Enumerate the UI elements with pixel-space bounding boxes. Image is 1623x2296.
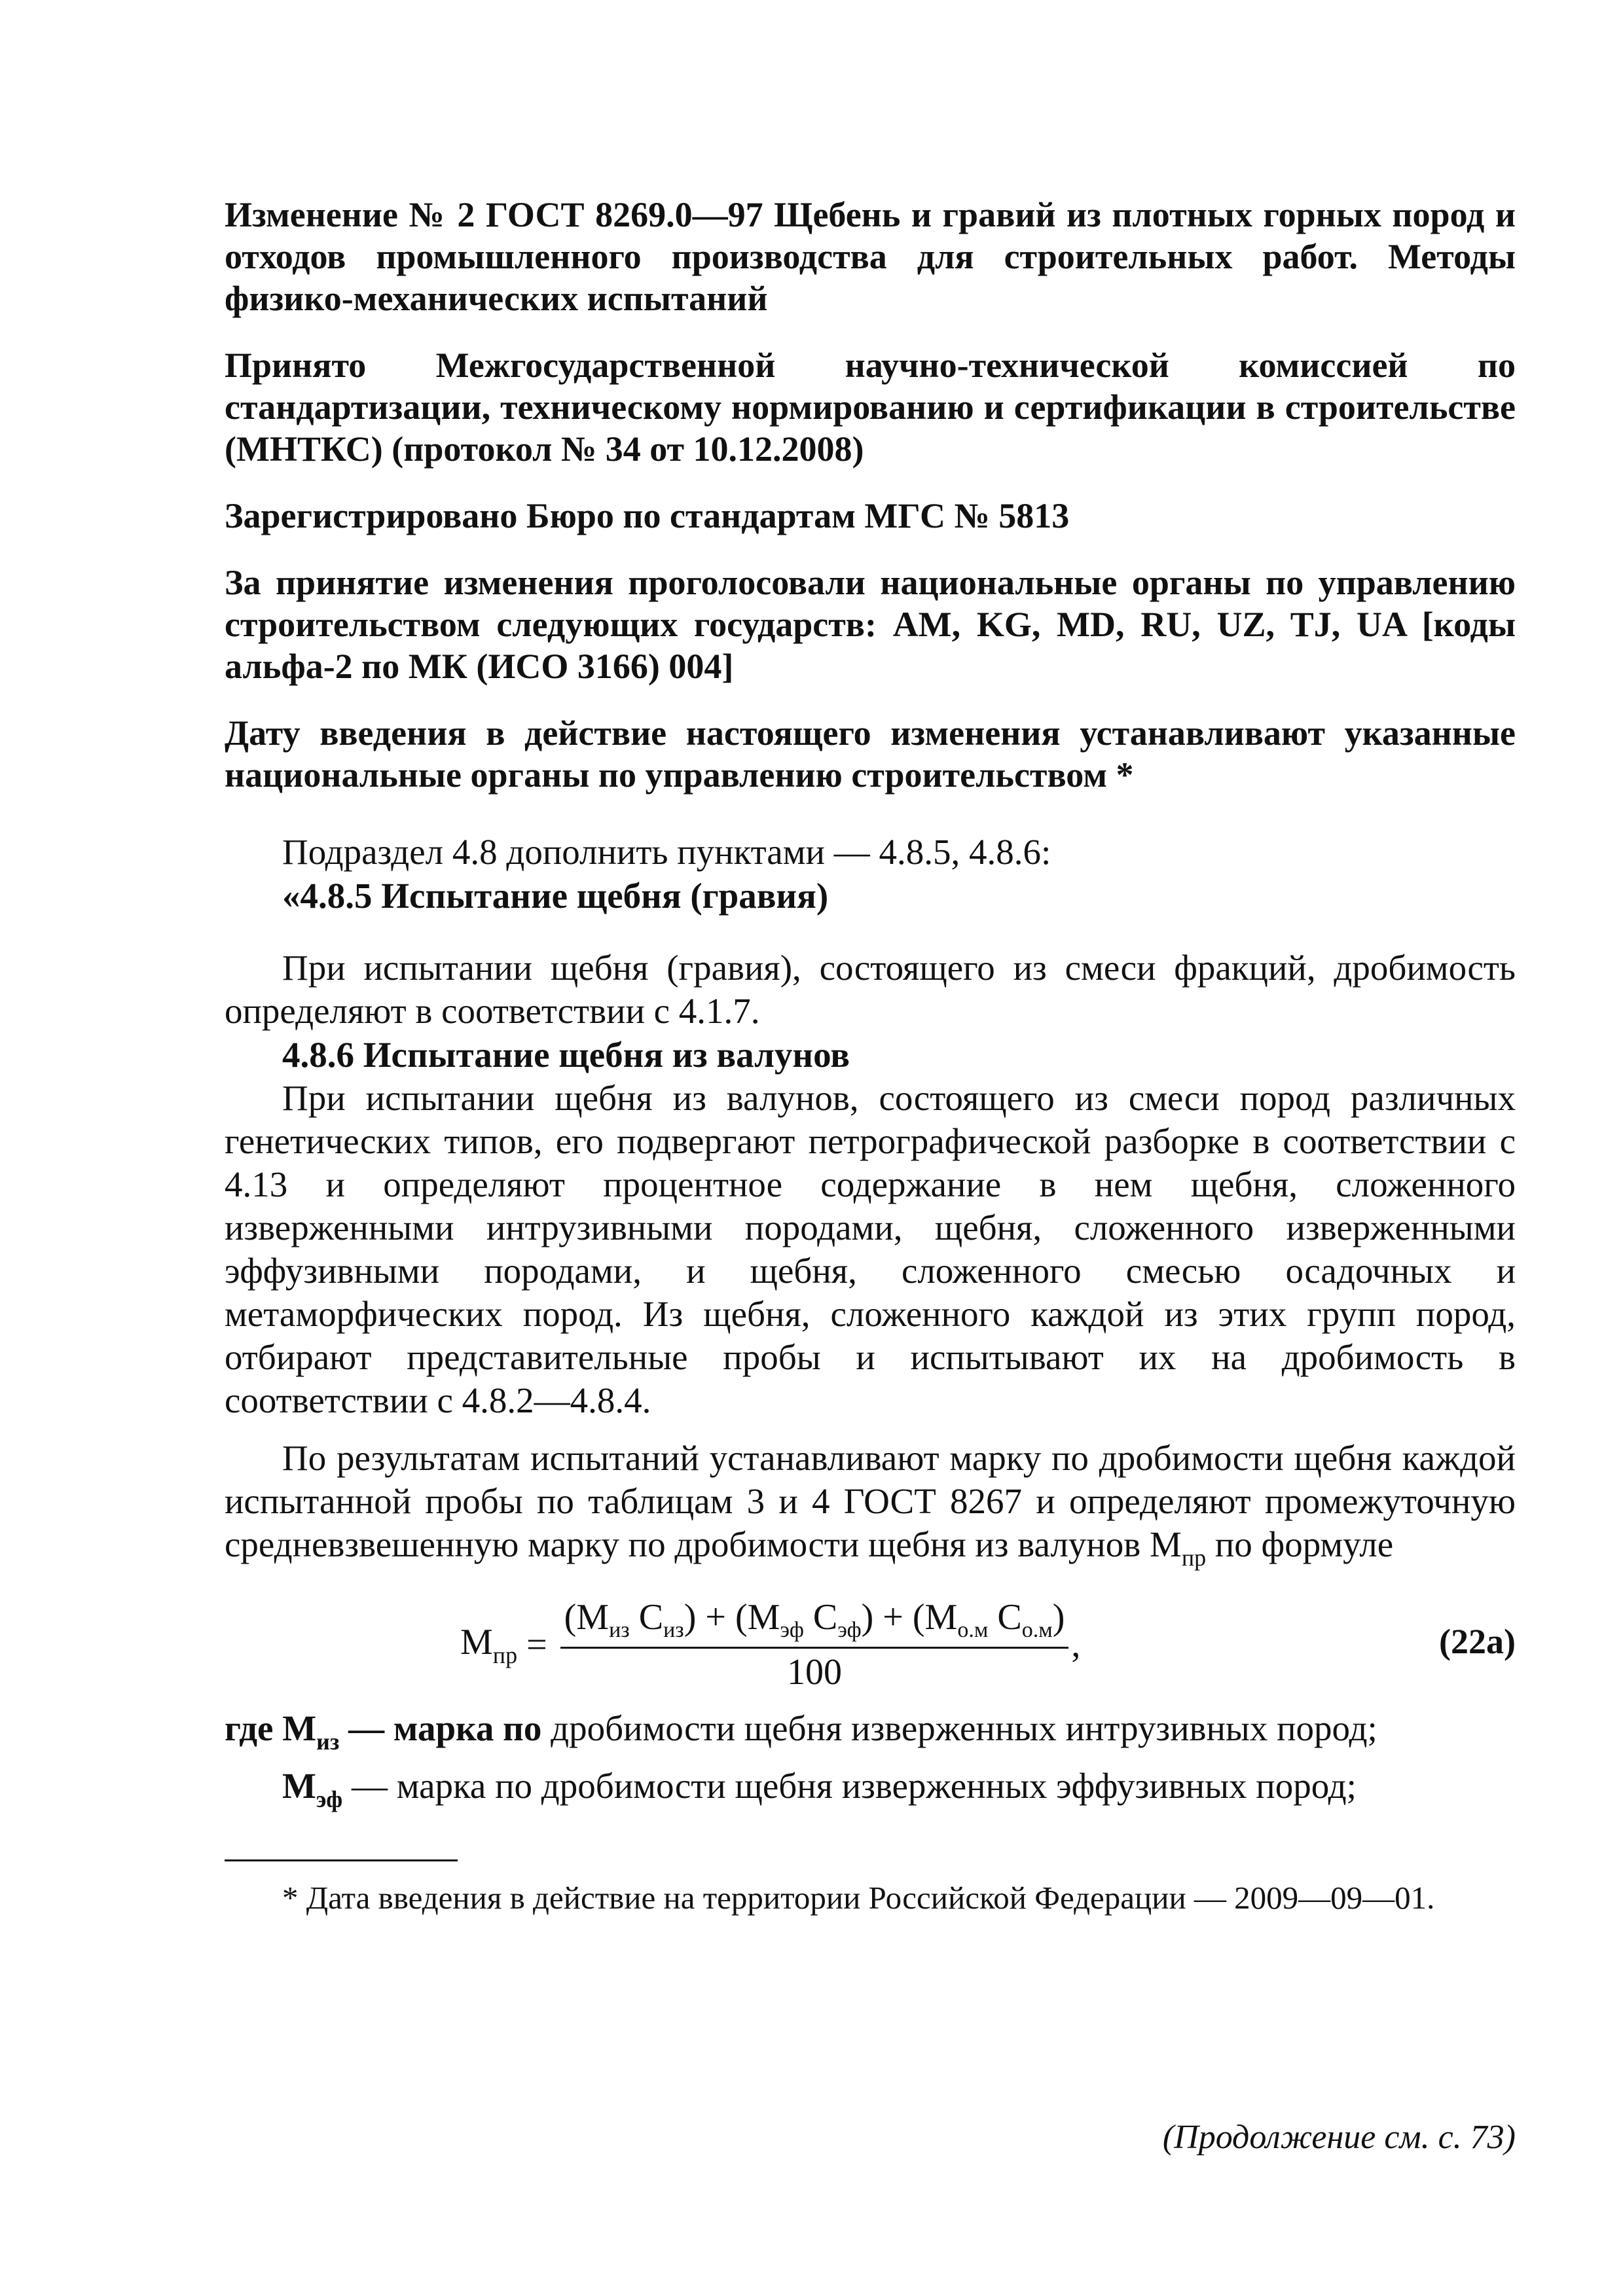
voting-note: За принятие изменения проголосовали национальные органы по управлению строительством следующих государств: AM, KG, MD, RU, UZ, TJ, UA [коды альфа-2 по МК (ИСО 3166) 004]	[225, 563, 1516, 686]
formula-numerator: ($М_{из}$ $С_{из}) + (М_{эф}$ $С_{эф}) + (М_{о.м}$ $С_{о.м}$)	[560, 1596, 1069, 1649]
adoption-note: Принято Межгосударственной научно-технической комиссией по стандартизации, техническому нормированию и сертификации в строительстве (МНТКС) (протокол № 34 от 10.12.2008)	[225, 346, 1516, 469]
where-line-1: где $М_{из}$ — марка по дробимости щебня изверженных интрузивных пород;	[225, 1708, 1377, 1755]
clause-4-8-6-text: При испытании щебня из валунов, состоящего из смеси пород различных генетических типов, его подвергают петрографической разборке в соответствии с 4.13 и определяют процентное содержание в нем щебня, сложенного изверженными интрузивными породами, щебня, сложенного изверженными эффузивными породами, и щебня, сложенного смесью осадочных и метаморфических пород. Из щебня, сложенного каждой из этих групп пород, отбирают представительные пробы и испытывают их на дробимость в соответствии с 4.8.2—4.8.4.	[225, 1078, 1516, 1420]
where-line-2: $М_{эф}$ — марка по дробимости щебня изверженных эффузивных пород;	[282, 1766, 1357, 1812]
formula-equals: =	[526, 1624, 547, 1665]
formula-comma: ,	[1071, 1624, 1081, 1665]
footnote-divider	[225, 1859, 458, 1861]
results-text: По результатам испытаний устанавливают марку по дробимости щебня каждой испытанной пробы по таблицам 3 и 4 ГОСТ 8267 и определяют промежуточную средневзвешенную марку по дробимости щебня из валунов М	[225, 1438, 1516, 1564]
results-subscript: пр	[1181, 1545, 1207, 1571]
subsection-intro: Подраздел 4.8 дополнить пунктами — 4.8.5, 4.8.6:	[282, 832, 1051, 872]
results-paragraph	[225, 1437, 1516, 1579]
formula-fraction	[560, 1596, 1069, 1693]
amendment-title: Изменение № 2 ГОСТ 8269.0—97 Щебень и гравий из плотных горных пород и отходов промышленного производства для строительных работ. Методы физико-механических испытаний	[225, 195, 1516, 318]
formula-lhs: $М_{пр}$	[460, 1621, 518, 1668]
registration-note: Зарегистрировано Бюро по стандартам МГС № 5813	[225, 496, 1070, 535]
equation-number: (22а)	[1439, 1622, 1516, 1661]
clause-4-8-5-title: «4.8.5 Испытание щебня (гравия)	[282, 876, 829, 916]
footnote: * Дата введения в действие на территории Российской Федерации — 2009—09—01.	[282, 1880, 1435, 1916]
page-content	[225, 194, 1516, 1918]
effective-date-note: Дату введения в действие настоящего изменения устанавливают указанные национальные органы по управлению строительством *	[225, 713, 1516, 795]
formula-denominator: 100	[787, 1652, 843, 1693]
clause-4-8-5-text: При испытании щебня (гравия), состоящего из смеси фракций, дробимость определяют в соответствии с 4.1.7.	[225, 948, 1516, 1031]
continuation-note: (Продолжение см. с. 73)	[1162, 2119, 1516, 2156]
formula-22a	[225, 1596, 1516, 1695]
clause-4-8-6-title: 4.8.6 Испытание щебня из валунов	[282, 1035, 850, 1075]
results-text-tail: по формуле	[1206, 1524, 1394, 1564]
formula-body	[460, 1596, 1080, 1693]
